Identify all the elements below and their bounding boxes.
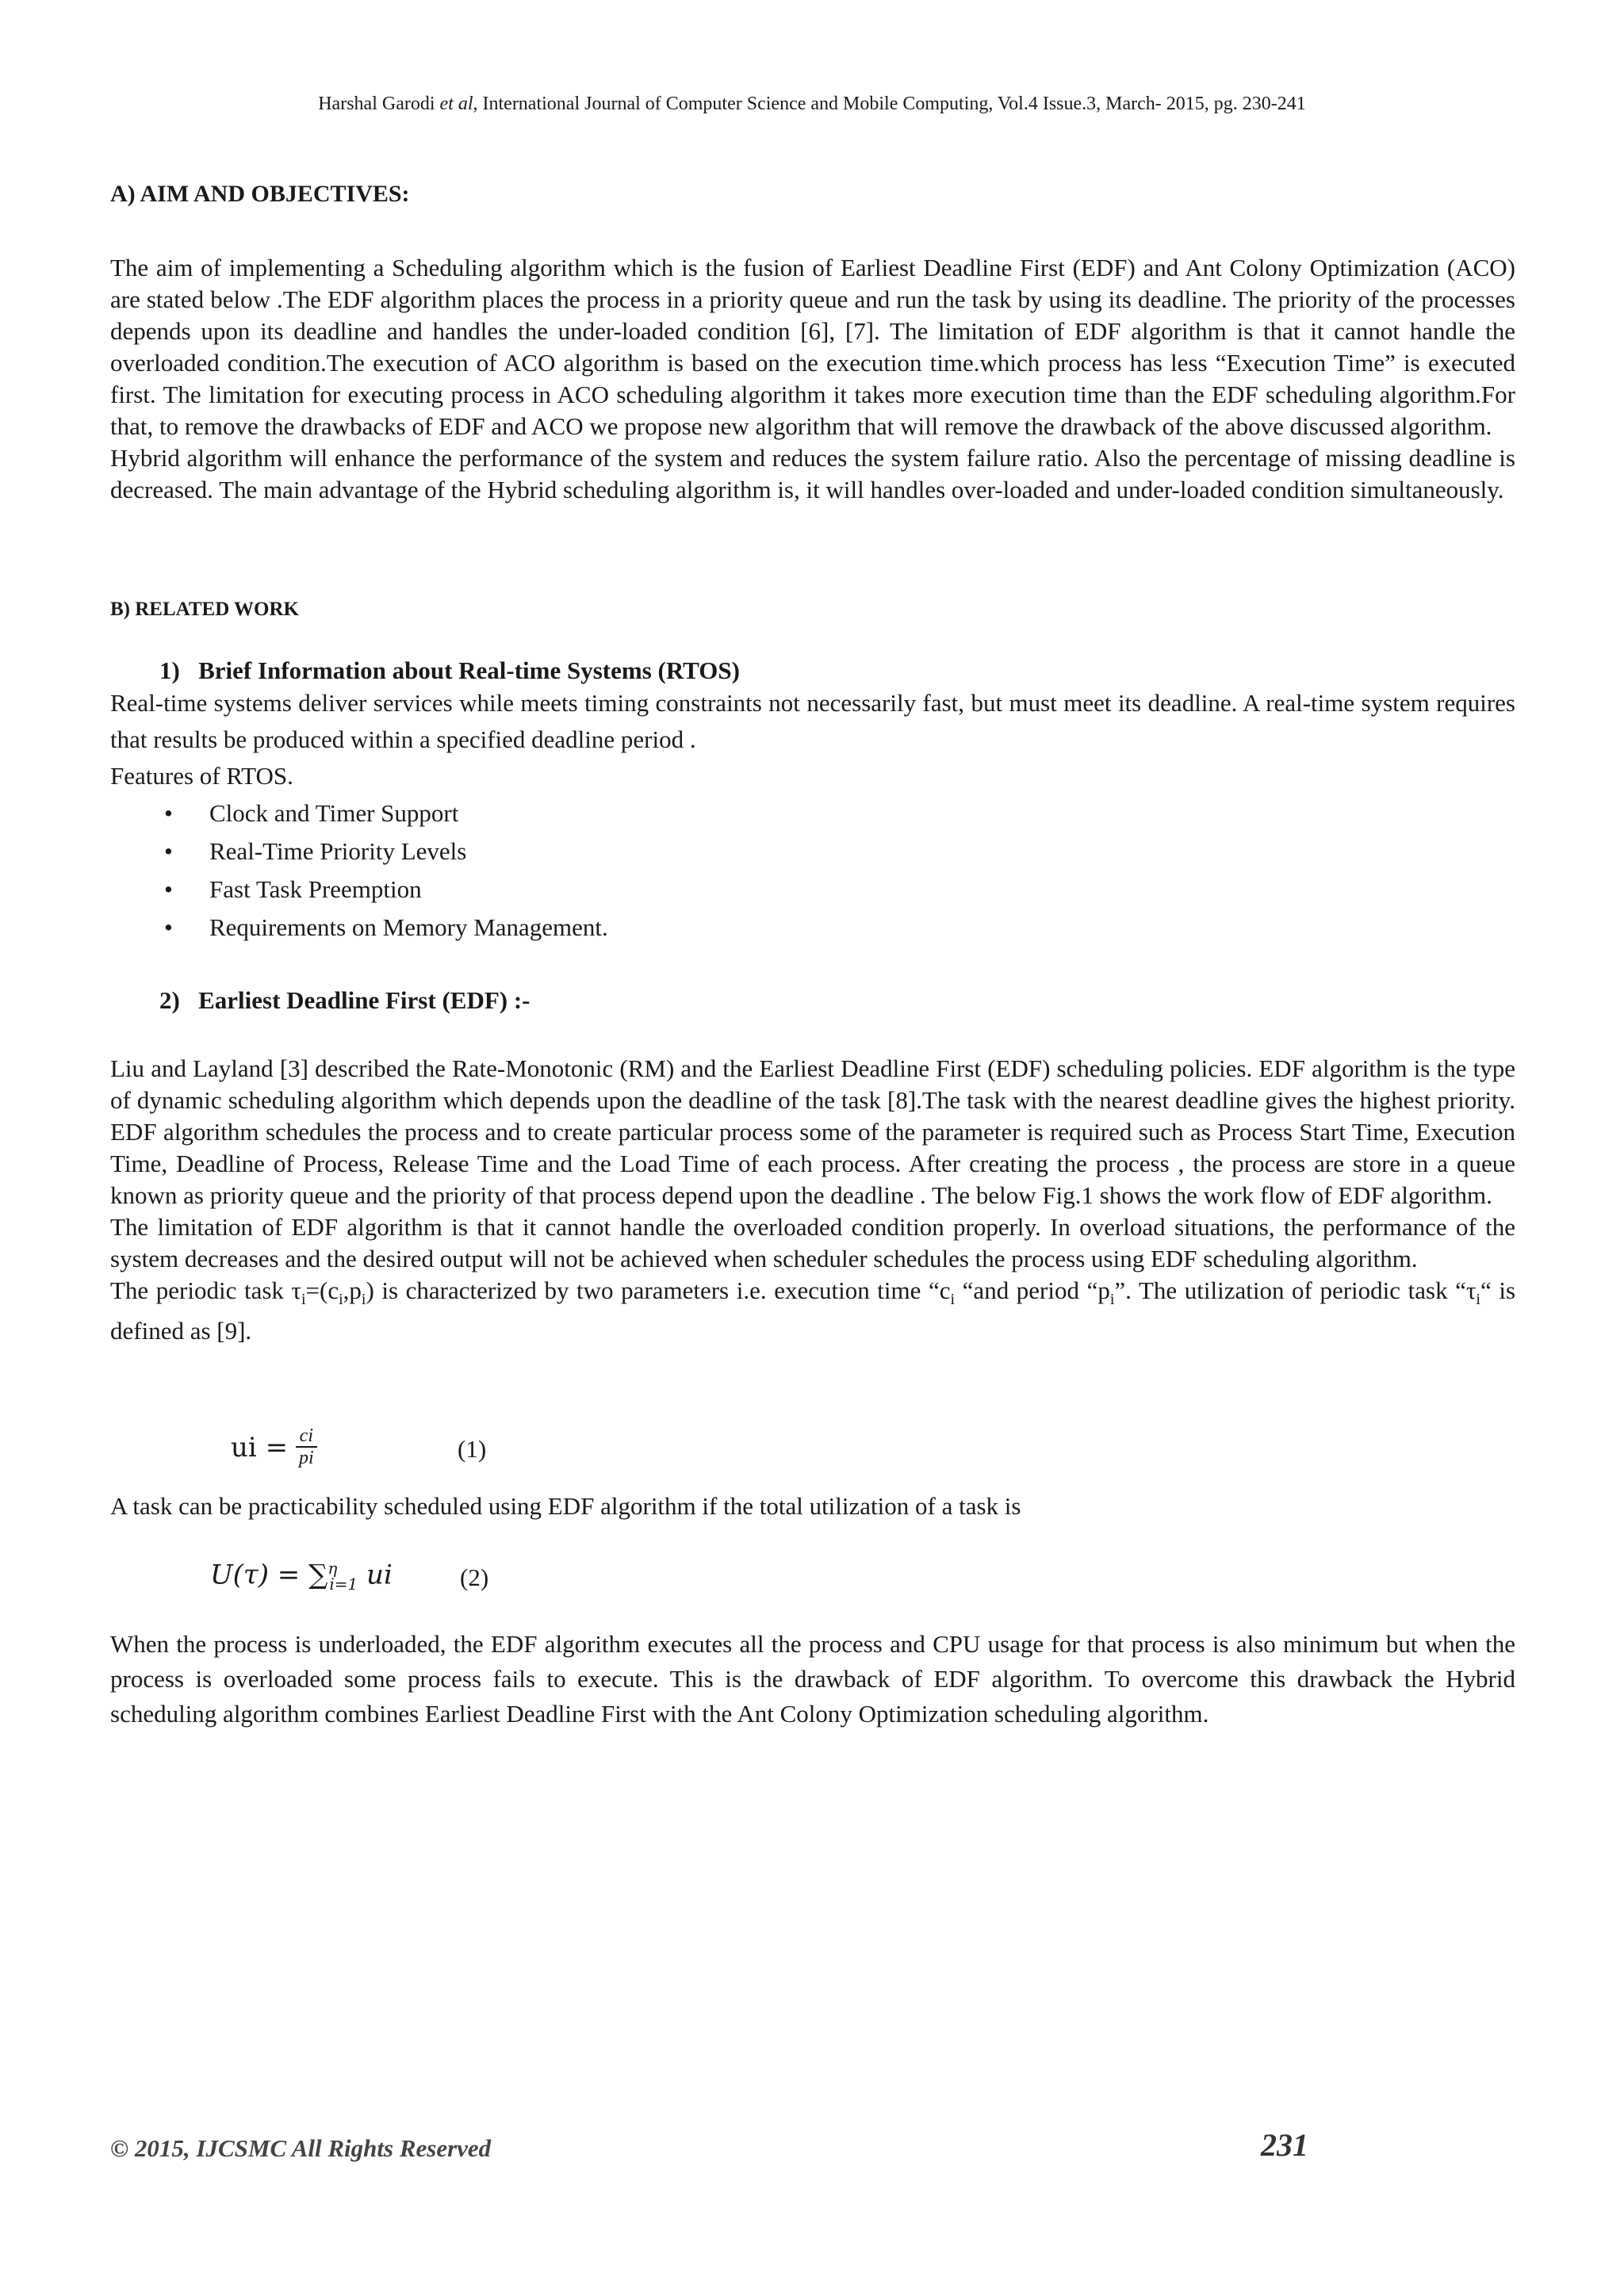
running-header bbox=[0, 94, 1624, 115]
subsection-edf-heading bbox=[110, 986, 1515, 1015]
equation-1-numerator: ci bbox=[296, 1425, 317, 1448]
text-run: The periodic task τ bbox=[110, 1276, 301, 1304]
subsection-rtos-title: Brief Information about Real-time Systems (RTOS) bbox=[198, 656, 740, 684]
text-run: =(c bbox=[305, 1276, 339, 1304]
header-citation: , International Journal of Computer Science and Mobile Computing, Vol.4 Issue.3, March- 2015, pg. 230-241 bbox=[473, 94, 1306, 114]
bullet-icon: • bbox=[164, 837, 173, 865]
bullet-icon: • bbox=[164, 875, 173, 903]
rtos-features-list bbox=[110, 794, 1515, 947]
list-item bbox=[110, 871, 1515, 909]
footer-copyright: © 2015, IJCSMC All Rights Reserved bbox=[110, 2134, 492, 2162]
equation-1-fraction bbox=[296, 1425, 317, 1468]
subscript: i bbox=[1109, 1291, 1115, 1309]
equation-2 bbox=[110, 1554, 1515, 1601]
equation-1 bbox=[110, 1425, 1515, 1476]
subscript: i bbox=[950, 1291, 956, 1309]
equation-1-denominator: pi bbox=[299, 1448, 314, 1468]
list-item-text: Fast Task Preemption bbox=[209, 875, 422, 903]
hybrid-paragraph: Hybrid algorithm will enhance the performance of the system and reduces the system failure ratio. Also the percentage of missing deadline is decreased. The main advantage of the Hybrid scheduling algorithm is, it will handles over-loaded and under-loaded condition simultaneously. bbox=[110, 444, 1515, 503]
subsection-edf-title: Earliest Deadline First (EDF) :- bbox=[198, 986, 530, 1014]
edf-limitation-paragraph: The limitation of EDF algorithm is that it cannot handle the overloaded condition properly. In overload situations, the performance of the system decreases and the desired output will not be achieved when scheduler schedules the process using EDF scheduling algorithm. bbox=[110, 1213, 1515, 1272]
features-label: Features of RTOS. bbox=[110, 762, 293, 790]
subscript: i bbox=[361, 1291, 366, 1309]
text-run: ,p bbox=[343, 1276, 362, 1304]
edf-body bbox=[110, 1053, 1515, 1347]
equation-1-label: (1) bbox=[458, 1435, 487, 1463]
text-run: ”. The utilization of periodic task “τ bbox=[1114, 1276, 1477, 1304]
section-a-heading: A) AIM AND OBJECTIVES: bbox=[110, 181, 410, 207]
header-authors: Harshal Garodi bbox=[318, 94, 435, 114]
edf-intro-paragraph: Liu and Layland [3] described the Rate-Monotonic (RM) and the Earliest Deadline First (EDF) scheduling policies. EDF algorithm is the type of dynamic scheduling algorithm which depends upon the deadline of the task [8].The task with the nearest deadline gives the highest priority. EDF algorithm schedules the process and to create particular process some of the parameter is required such as Process Start Time, Execution Time, Deadline of Process, Release Time and the Load Time of each process. After creating the process , the process are store in a queue known as priority queue and the priority of that process depend upon the deadline . The below Fig.1 shows the work flow of EDF algorithm. bbox=[110, 1054, 1515, 1209]
subsection-rtos-heading bbox=[110, 656, 1515, 685]
subsection-edf bbox=[110, 986, 1515, 1015]
bullet-icon: • bbox=[164, 913, 173, 941]
list-item bbox=[110, 909, 1515, 947]
list-item-text: Clock and Timer Support bbox=[209, 799, 459, 827]
utilization-paragraph: A task can be practicability scheduled using EDF algorithm if the total utilization of a task is bbox=[110, 1492, 1021, 1520]
section-a-body bbox=[110, 252, 1515, 506]
edf-conclusion-paragraph: When the process is underloaded, the EDF algorithm executes all the process and CPU usage for that process is also minimum but when the process is overloaded some process fails to execute. This is the drawback of EDF algorithm. To overcome this drawback the Hybrid scheduling algorithm combines Earliest Deadline First with the Ant Colony Optimization scheduling algorithm. bbox=[110, 1630, 1515, 1728]
subscript: i bbox=[339, 1291, 343, 1309]
bullet-icon: • bbox=[164, 799, 173, 827]
subscript: i bbox=[301, 1291, 306, 1309]
aim-paragraph: The aim of implementing a Scheduling algorithm which is the fusion of Earliest Deadline First (EDF) and Ant Colony Optimization (ACO) are stated below .The EDF algorithm places the process in a priority queue and run the task by using its deadline. The priority of the processes depends upon its deadline and handles the under-loaded condition [6], [7]. The limitation of EDF algorithm is that it cannot handle the overloaded condition.The execution of ACO algorithm is based on the execution time.which process has less “Execution Time” is executed first. The limitation for executing process in ACO scheduling algorithm it takes more execution time than the EDF scheduling algorithm.For that, to remove the drawbacks of EDF and ACO we propose new algorithm that will remove the drawback of the above discussed algorithm. bbox=[110, 254, 1515, 440]
equation-2-sup: η bbox=[327, 1559, 338, 1578]
list-item-text: Requirements on Memory Management. bbox=[209, 913, 608, 941]
equation-2-label: (2) bbox=[460, 1563, 489, 1591]
header-et-al: et al bbox=[439, 94, 473, 114]
rtos-paragraph: Real-time systems deliver services while meets timing constraints not necessarily fast, but must meet its deadline. A real-time system requires that results be produced within a specified deadline period . bbox=[110, 689, 1515, 753]
edf-conclusion bbox=[110, 1627, 1515, 1732]
periodic-task-paragraph bbox=[110, 1275, 1515, 1347]
subsection-rtos-number: 1) bbox=[159, 656, 180, 684]
list-item bbox=[110, 794, 1515, 832]
section-b-heading: B) RELATED WORK bbox=[110, 599, 300, 620]
subsection-rtos bbox=[110, 656, 1515, 947]
list-item bbox=[110, 832, 1515, 871]
text-run: ) is characterized by two parameters i.e. execution time “c bbox=[366, 1276, 951, 1304]
page-number: 231 bbox=[1261, 2127, 1308, 2163]
equation-2-sub: i=1 bbox=[329, 1575, 358, 1594]
section-b bbox=[110, 599, 1515, 621]
equation-2-rhs: ui bbox=[358, 1559, 393, 1591]
section-a bbox=[110, 181, 1515, 208]
equation-2-expression bbox=[210, 1559, 393, 1594]
text-run: “ is defined as [9]. bbox=[110, 1276, 1516, 1345]
subsection-edf-number: 2) bbox=[159, 986, 180, 1014]
utilization-sentence bbox=[110, 1490, 1515, 1522]
text-run: “and period “p bbox=[955, 1276, 1110, 1304]
equation-2-lhs: U(τ) = ∑ bbox=[210, 1559, 328, 1591]
subscript: i bbox=[1476, 1291, 1480, 1309]
list-item-text: Real-Time Priority Levels bbox=[209, 837, 467, 865]
equation-1-lhs: ui = bbox=[231, 1432, 289, 1464]
